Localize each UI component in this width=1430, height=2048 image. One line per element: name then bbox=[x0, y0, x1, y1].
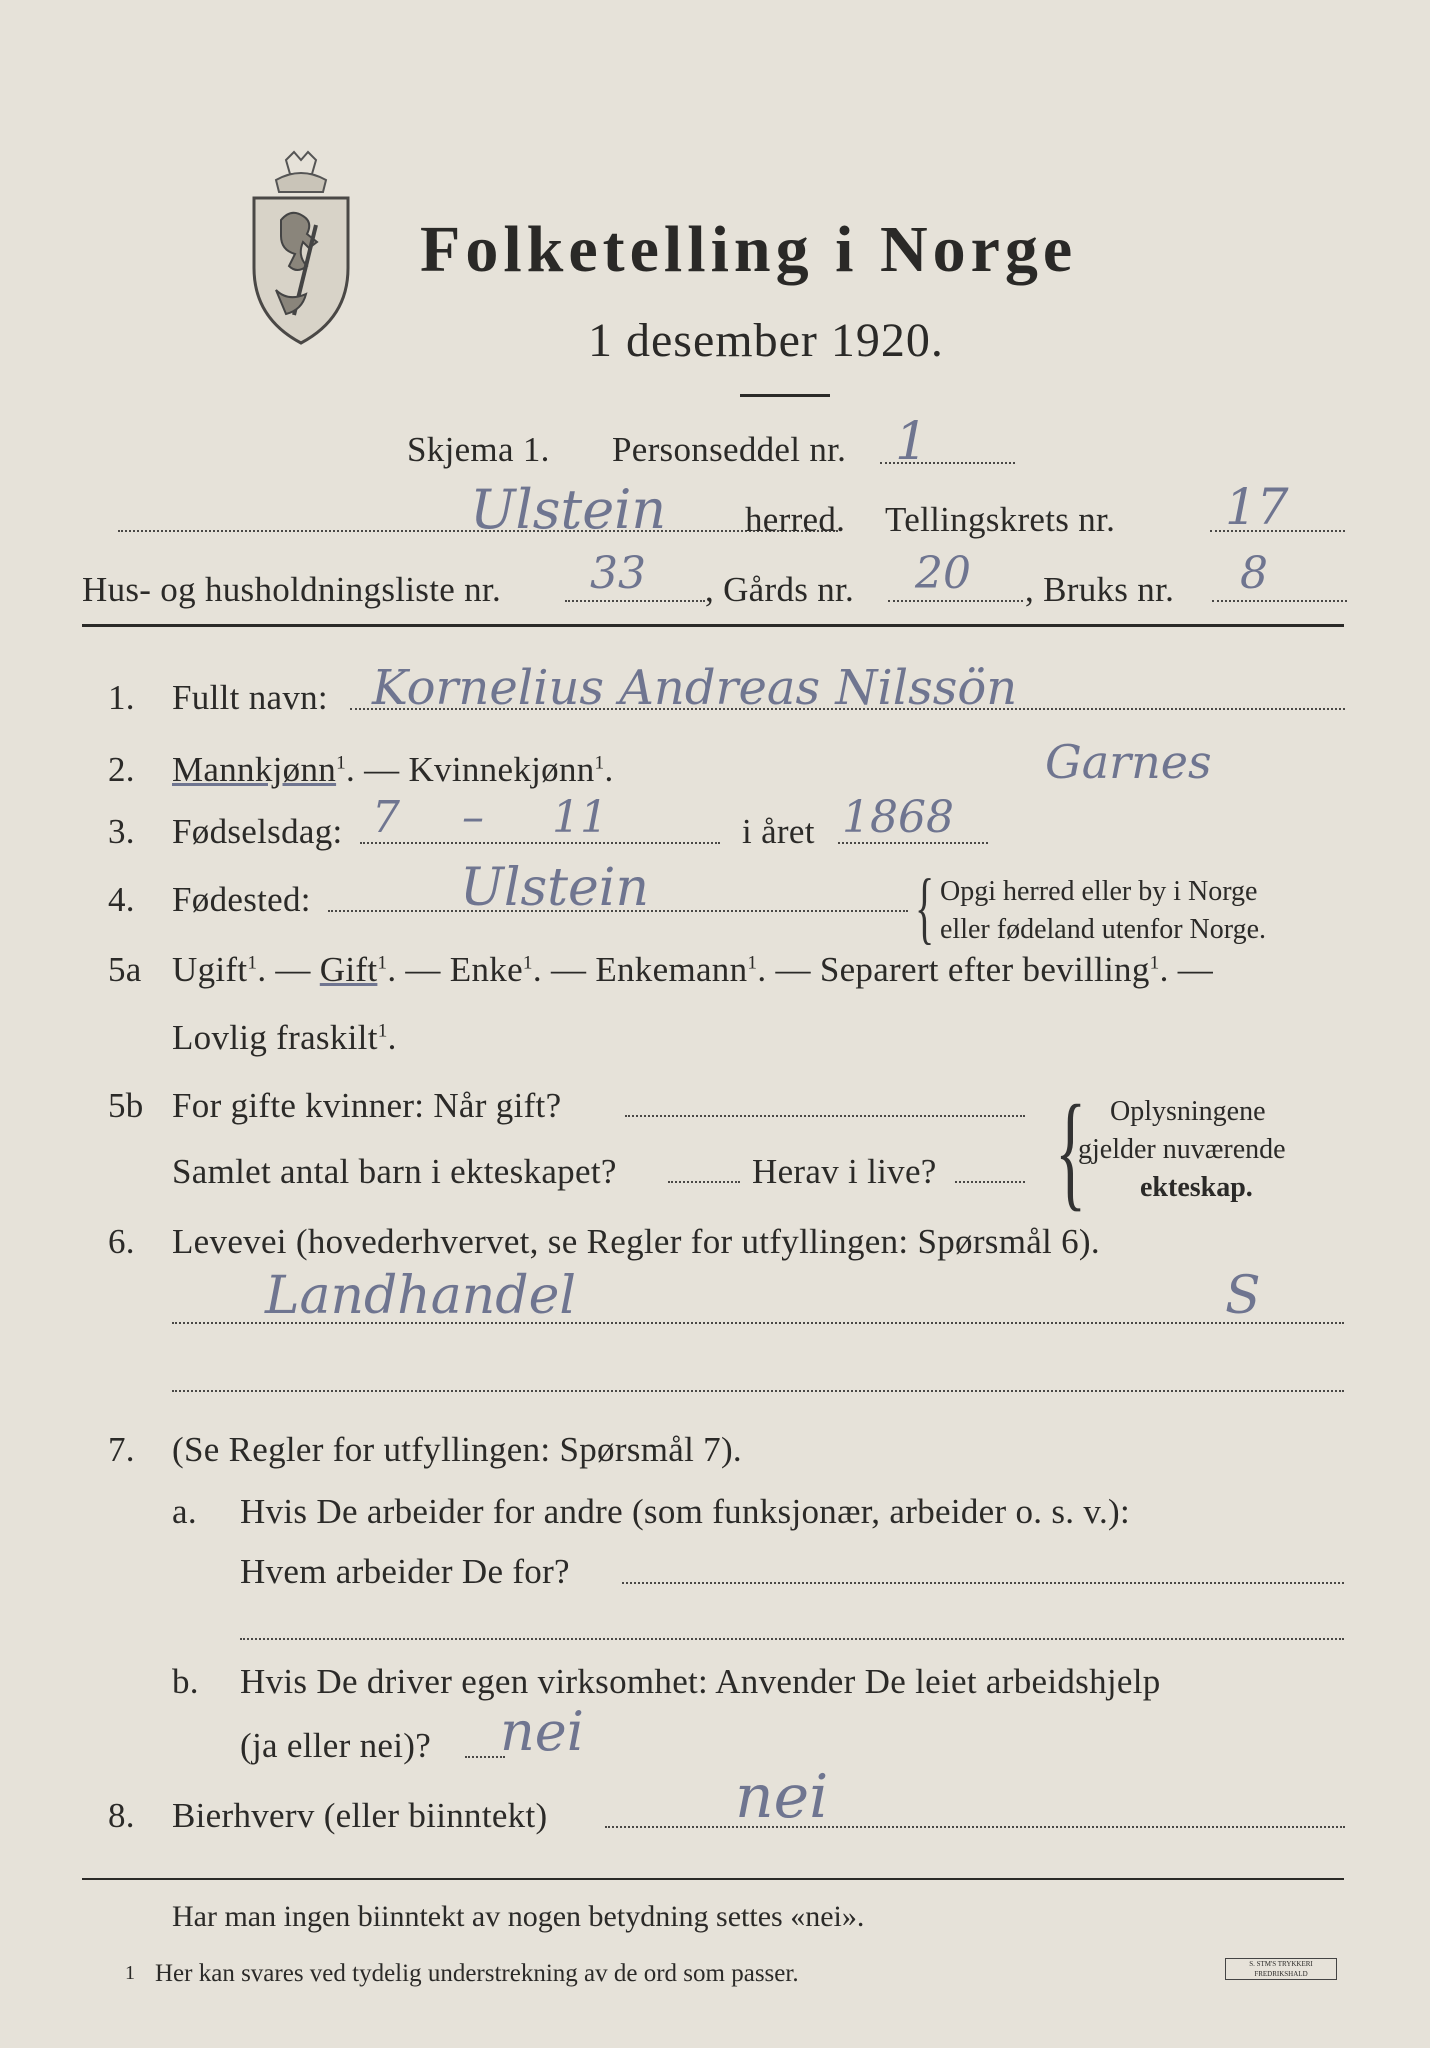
q4-label: Fødested: bbox=[172, 880, 311, 919]
q1-label: Fullt navn: bbox=[172, 678, 328, 717]
q5a-sup-2: 1 bbox=[377, 952, 388, 974]
q5b-alive-line bbox=[955, 1181, 1025, 1183]
hus-line bbox=[565, 600, 705, 602]
q2-number: 2. bbox=[108, 750, 135, 789]
tellingskrets-label: Tellingskrets nr. bbox=[885, 500, 1116, 539]
q5a-dash-4: . — bbox=[757, 950, 811, 989]
q2-sup-1: 1 bbox=[336, 752, 347, 774]
q7b-line-answer bbox=[465, 1756, 505, 1758]
printer-stamp: S. STM'S TRYKKERI FREDRIKSHALD bbox=[1225, 1958, 1337, 1980]
q5a-ugift: Ugift bbox=[172, 950, 248, 989]
q6-value: Landhandel bbox=[265, 1266, 576, 1326]
gards-line bbox=[888, 600, 1023, 602]
footnote-text: Her kan svares ved tydelig understrekning av de ord som passer. bbox=[155, 1960, 799, 1987]
personseddel-label: Personseddel nr. bbox=[612, 430, 847, 469]
q5a-dash-1: . — bbox=[257, 950, 311, 989]
q5a-dash-2: . — bbox=[387, 950, 441, 989]
footer-note: Har man ingen biinntekt av nogen betydning settes «nei». bbox=[172, 1900, 865, 1933]
hus-value: 33 bbox=[590, 548, 646, 599]
q5a-sup-1: 1 bbox=[247, 952, 258, 974]
q6-line-2 bbox=[172, 1390, 1344, 1392]
q3-dash: – bbox=[462, 792, 484, 843]
q6-code: S bbox=[1225, 1266, 1261, 1326]
bruks-label: , Bruks nr. bbox=[1025, 570, 1175, 609]
q2-end: . bbox=[604, 750, 614, 789]
q1-number: 1. bbox=[108, 678, 135, 717]
q3-label: Fødselsdag: bbox=[172, 812, 343, 851]
q3-day-line bbox=[360, 842, 720, 844]
bruks-value: 8 bbox=[1240, 548, 1268, 599]
q7b-line-2: (ja eller nei)? bbox=[240, 1726, 432, 1765]
title-divider bbox=[740, 394, 830, 397]
q5a-enke: Enke bbox=[449, 950, 523, 989]
bruks-line bbox=[1212, 600, 1347, 602]
q5b-note-2: gjelder nuværende bbox=[1078, 1134, 1286, 1165]
q3-month: 11 bbox=[552, 792, 608, 843]
q5a-lovlig bbox=[172, 1018, 397, 1058]
q4-value: Ulstein bbox=[460, 858, 649, 918]
q4-number: 4. bbox=[108, 880, 135, 919]
q7b-value: nei bbox=[500, 1700, 585, 1763]
q3-year-label: i året bbox=[742, 812, 815, 851]
q5a-separert: Separert efter bevilling bbox=[819, 950, 1150, 989]
q7a-line-1: Hvis De arbeider for andre (som funksjonær, arbeider o. s. v.): bbox=[240, 1492, 1130, 1531]
q5a-number: 5a bbox=[108, 950, 142, 989]
q5a-lovlig-dot: . bbox=[387, 1018, 397, 1057]
q4-note-2: eller fødeland utenfor Norge. bbox=[940, 914, 1267, 945]
q1-value: Kornelius Andreas Nilssön bbox=[372, 660, 1018, 716]
q7a-line-answer bbox=[622, 1582, 1344, 1584]
q4-note-1: Opgi herred eller by i Norge bbox=[940, 876, 1258, 907]
q3-day: 7 bbox=[372, 792, 400, 843]
q3-number: 3. bbox=[108, 812, 135, 851]
skjema-label: Skjema 1. bbox=[407, 430, 550, 469]
q5b-line-2a: Samlet antal barn i ekteskapet? bbox=[172, 1152, 617, 1191]
q3-year: 1868 bbox=[842, 792, 954, 843]
q7-number: 7. bbox=[108, 1430, 135, 1469]
header-rule bbox=[82, 624, 1344, 627]
q8-number: 8. bbox=[108, 1796, 135, 1835]
tellingskrets-value: 17 bbox=[1225, 478, 1289, 536]
q5a-options bbox=[172, 950, 1213, 990]
q6-label: Levevei (hovederhvervet, se Regler for utfyllingen: Spørsmål 6). bbox=[172, 1222, 1100, 1261]
hus-label: Hus- og husholdningsliste nr. bbox=[82, 570, 501, 609]
q7a-line-answer-2 bbox=[240, 1638, 1344, 1640]
q5a-dash-5: . — bbox=[1159, 950, 1213, 989]
census-date: 1 desember 1920. bbox=[588, 314, 944, 367]
form-title: Folketelling i Norge bbox=[420, 213, 1078, 286]
q5b-married-line bbox=[625, 1115, 1025, 1117]
q5b-number: 5b bbox=[108, 1086, 144, 1125]
herred-value: Ulstein bbox=[470, 478, 667, 541]
q5a-dash-3: . — bbox=[532, 950, 587, 989]
q8-label: Bierhverv (eller biinntekt) bbox=[172, 1796, 548, 1835]
q2-male-option: Mannkjønn bbox=[172, 750, 337, 789]
q5a-sup-5: 1 bbox=[1149, 952, 1160, 974]
personseddel-value: 1 bbox=[895, 412, 929, 472]
q5b-brace: { bbox=[1055, 1079, 1087, 1223]
q5b-line-1: For gifte kvinner: Når gift? bbox=[172, 1086, 562, 1125]
q5b-note-3: ekteskap. bbox=[1140, 1172, 1253, 1203]
q2-sup-2: 1 bbox=[594, 752, 605, 774]
q2-annotation: Garnes bbox=[1045, 735, 1212, 789]
herred-label: herred. bbox=[745, 500, 846, 539]
q5a-enkemann: Enkemann bbox=[595, 950, 748, 989]
q5a-lovlig-text: Lovlig fraskilt bbox=[172, 1018, 378, 1057]
q8-line bbox=[605, 1826, 1345, 1828]
q5b-line-2b: Herav i live? bbox=[752, 1152, 937, 1191]
q7b-line-1: Hvis De driver egen virksomhet: Anvender De leiet arbeidshjelp bbox=[240, 1662, 1161, 1701]
q7b-letter: b. bbox=[172, 1662, 199, 1701]
q2-text bbox=[172, 750, 614, 790]
q2-separator: . — Kvinnekjønn bbox=[346, 750, 595, 789]
q5b-children-line bbox=[668, 1181, 740, 1183]
gards-label: , Gårds nr. bbox=[705, 570, 855, 609]
q7a-letter: a. bbox=[172, 1492, 197, 1531]
q7-label: (Se Regler for utfyllingen: Spørsmål 7). bbox=[172, 1430, 742, 1469]
footnote-mark: 1 bbox=[125, 1962, 135, 1984]
q6-number: 6. bbox=[108, 1222, 135, 1261]
q5a-sup-6: 1 bbox=[377, 1020, 388, 1042]
q8-value: nei bbox=[735, 1762, 829, 1832]
q5b-note-1: Oplysningene bbox=[1110, 1096, 1266, 1127]
gards-value: 20 bbox=[915, 548, 971, 599]
q5a-gift: Gift bbox=[319, 950, 378, 989]
q5a-sup-4: 1 bbox=[747, 952, 758, 974]
norway-coat-of-arms-icon bbox=[246, 150, 356, 350]
q4-brace: { bbox=[915, 864, 935, 952]
footer-rule bbox=[82, 1878, 1344, 1880]
q5a-sup-3: 1 bbox=[522, 952, 533, 974]
q7a-line-2: Hvem arbeider De for? bbox=[240, 1552, 570, 1591]
